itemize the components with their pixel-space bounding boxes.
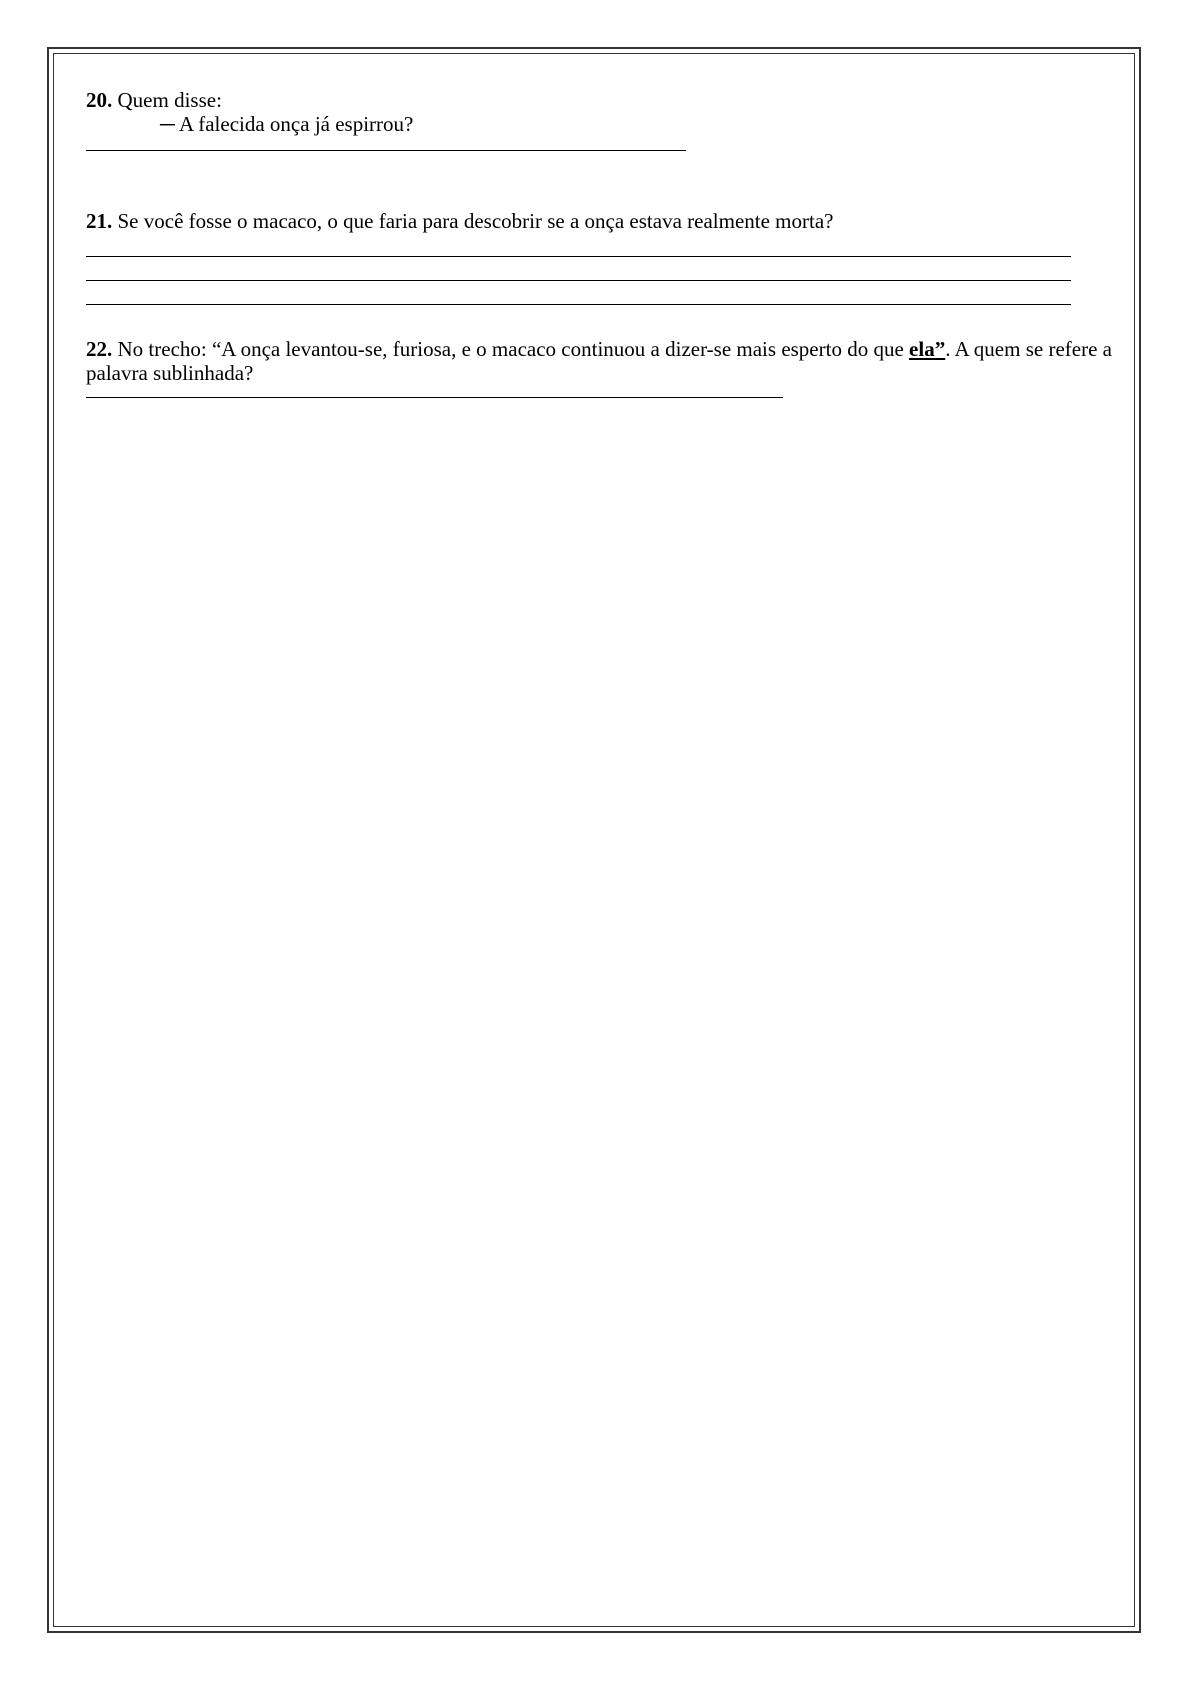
answer-line-21-2[interactable] bbox=[86, 280, 1071, 281]
question-number: 22. bbox=[86, 337, 113, 361]
question-prompt-after: . A quem se refere a palavra sublinhada? bbox=[86, 337, 1112, 385]
question-22 bbox=[86, 337, 1112, 385]
answer-line-20[interactable] bbox=[86, 150, 686, 151]
question-number: 20. bbox=[86, 88, 113, 112]
question-21 bbox=[86, 209, 1112, 233]
answer-line-21-3[interactable] bbox=[86, 304, 1071, 305]
answer-line-22[interactable] bbox=[86, 397, 783, 398]
question-20-quote: ─ A falecida onça já espirrou? bbox=[160, 112, 414, 136]
question-number: 21. bbox=[86, 209, 113, 233]
question-20 bbox=[86, 88, 1112, 112]
answer-line-21-1[interactable] bbox=[86, 256, 1071, 257]
worksheet-content bbox=[86, 88, 1112, 398]
question-prompt-before: No trecho: “A onça levantou-se, furiosa, e o macaco continuou a dizer-se mais esperto do que bbox=[112, 337, 910, 361]
underlined-word: ela” bbox=[909, 337, 946, 361]
question-prompt: Quem disse: bbox=[112, 88, 222, 112]
question-prompt: Se você fosse o macaco, o que faria para descobrir se a onça estava realmente morta? bbox=[112, 209, 834, 233]
